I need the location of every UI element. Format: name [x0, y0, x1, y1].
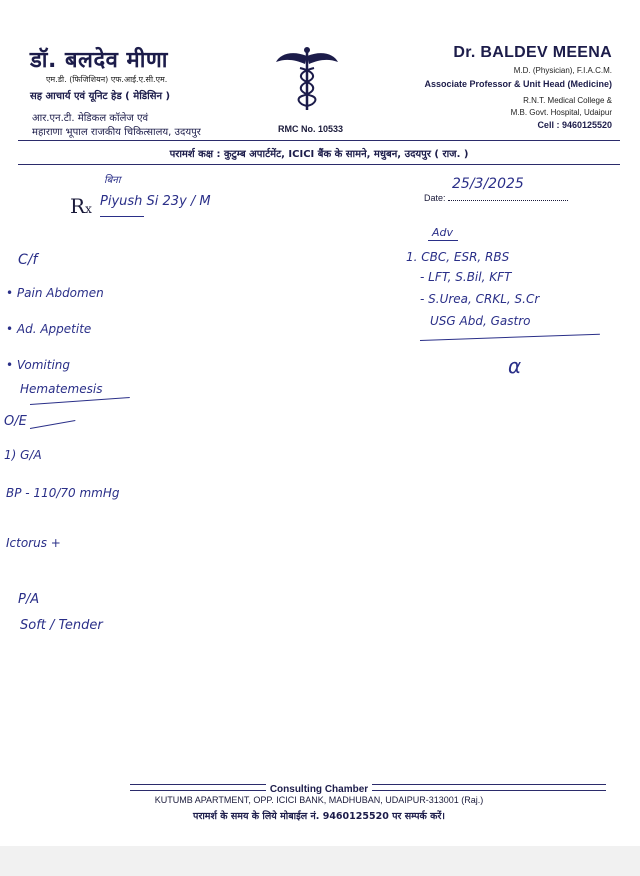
rmc-number: RMC No. 10533 — [278, 124, 344, 134]
hw-cf-1: • Pain Abdomen — [6, 286, 104, 300]
date-handwritten: 25/3/2025 — [452, 176, 524, 192]
hw-adv-4: USG Abd, Gastro — [430, 314, 531, 328]
caduceus-logo-icon — [272, 44, 342, 114]
hw-underline-1 — [30, 397, 130, 405]
hw-soft: Soft / Tender — [20, 618, 103, 633]
doctor-name-hindi: डॉ. बलदेव मीणा — [30, 48, 168, 73]
hw-adv-2: - LFT, S.Bil, KFT — [420, 270, 512, 284]
hw-patient: Piyush Si 23y / M — [100, 194, 211, 209]
college-english-line1: R.N.T. Medical College & — [523, 96, 612, 105]
hw-underline-oe — [30, 420, 75, 429]
hw-adv-3: - S.Urea, CRKL, S.Cr — [420, 292, 540, 306]
hw-top-mark: बिना — [104, 175, 121, 186]
role-hindi: सह आचार्य एवं यूनिट हेड ( मेडिसिन ) — [30, 91, 171, 102]
date-dotted-line — [448, 191, 568, 201]
hw-underline-patient — [100, 216, 144, 217]
hw-icterus: Ictorus + — [6, 536, 61, 550]
date-field — [424, 191, 568, 203]
scan-bottom-edge — [0, 846, 640, 876]
college-hindi-line2: महाराणा भूपाल राजकीय चिकित्सालय, उदयपुर — [32, 127, 201, 138]
hw-signature: α — [508, 354, 522, 378]
hw-underline-adv — [428, 240, 458, 241]
footer-title: Consulting Chamber — [266, 784, 372, 795]
qualification-hindi: एम.डी. (फिजिशियन) एफ.आई.ए.सी.एम. — [46, 75, 168, 84]
role-english: Associate Professor & Unit Head (Medicine) — [424, 79, 612, 89]
footer-address: KUTUMB APARTMENT, OPP. ICICI BANK, MADHUBAN, UDAIPUR-313001 (Raj.) — [154, 795, 484, 805]
hw-ga: 1) G/A — [4, 448, 42, 462]
date-label: Date: — [424, 193, 446, 203]
college-english-line2: M.B. Govt. Hospital, Udaipur — [510, 108, 612, 117]
hw-oe: O/E — [4, 414, 27, 429]
college-hindi-line1: आर.एन.टी. मेडिकल कॉलेज एवं — [32, 113, 149, 124]
hw-adv-1: 1. CBC, ESR, RBS — [406, 250, 510, 264]
hw-cf-3: • Vomiting — [6, 358, 71, 372]
hw-underline-adv-block — [420, 334, 600, 341]
rx-x: x — [85, 202, 92, 216]
hw-cf-4: Hematemesis — [20, 382, 103, 396]
hw-bp: BP - 110/70 mmHg — [6, 486, 120, 500]
header-rule-top — [18, 140, 620, 141]
hw-adv: Adv — [432, 226, 454, 239]
hw-pa: P/A — [18, 592, 40, 607]
hw-cf: C/f — [18, 252, 38, 268]
footer-hindi-note: परामर्श के समय के लिये मोबाईल नं. 9460125520 पर सम्पर्क करें। — [193, 811, 445, 822]
hw-cf-2: • Ad. Appetite — [6, 322, 92, 336]
consult-address-hindi: परामर्श कक्ष : कुटुम्ब अपार्टमेंट, ICICI बैंक के सामने, मधुबन, उदयपुर ( राज. ) — [169, 149, 469, 160]
rx-r: R — [70, 194, 86, 218]
rx-symbol — [70, 194, 92, 218]
doctor-name-english: Dr. BALDEV MEENA — [453, 44, 612, 61]
cell-number: Cell : 9460125520 — [537, 120, 612, 130]
header-rule-bottom — [18, 164, 620, 165]
qualification-english: M.D. (Physician), F.I.A.C.M. — [513, 66, 612, 75]
